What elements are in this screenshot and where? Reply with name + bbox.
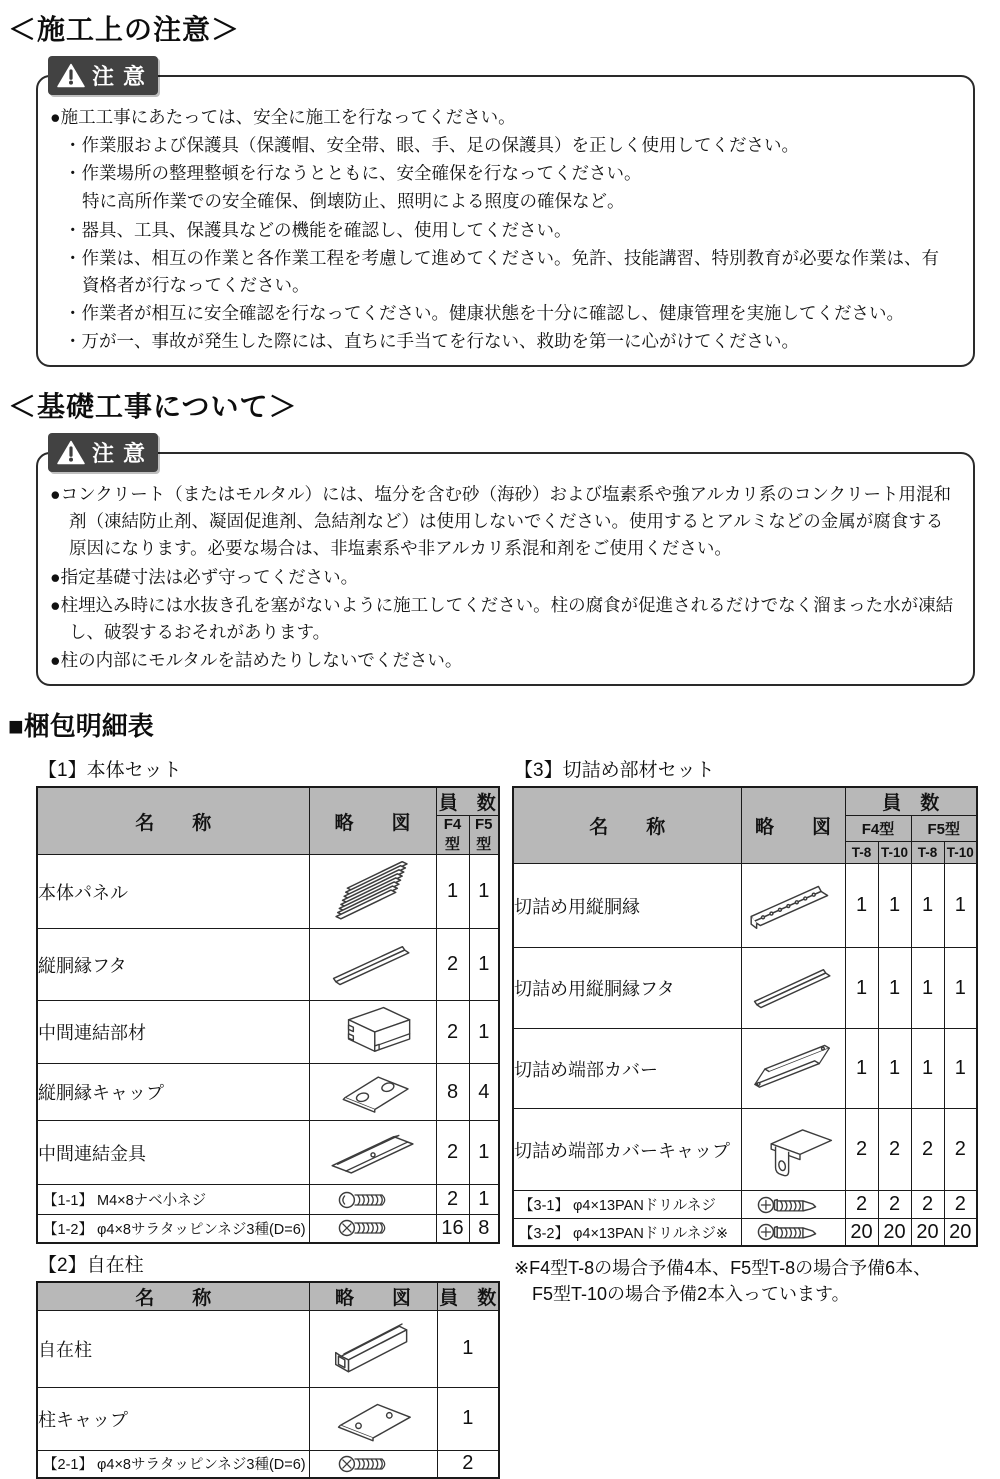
qty-value: 1: [944, 948, 977, 1029]
notice-item: ・器具、工具、保護具などの機能を確認し、使用してください。: [64, 217, 955, 244]
col-header-qty: 員 数: [437, 1282, 499, 1311]
qty-value: 1: [437, 1310, 499, 1387]
qty-value: 1: [436, 855, 469, 929]
col-header-sketch: 略 図: [309, 787, 436, 855]
qty-value: 2: [436, 1001, 469, 1064]
part-name: 中間連結部材: [37, 1001, 309, 1064]
flat-screw-icon: [309, 1450, 437, 1478]
col-header-f4: F4型: [845, 816, 911, 842]
caution-box-foundation: [36, 452, 975, 686]
qty-value: 2: [911, 1191, 944, 1219]
notice-item: ・万が一、事故が発生した際には、直ちに手当てを行ない、救助を第一に心がけてください。: [64, 328, 955, 355]
notice-item: ・作業場所の整理整頓を行なうとともに、安全確保を行なってください。: [64, 160, 955, 187]
qty-value: 2: [436, 1121, 469, 1185]
qty-value: 2: [911, 1109, 944, 1191]
notice-item: ・作業服および保護具（保護帽、安全帯、眼、手、足の保護具）を正しく使用してください。: [64, 132, 955, 159]
col-header-f5: F5型: [469, 816, 499, 855]
caution-box-construction: [36, 75, 975, 367]
part-name: 切詰め用縦胴縁: [513, 864, 741, 948]
qty-value: 2: [437, 1450, 499, 1478]
table-body-set: [36, 786, 500, 1244]
qty-value: 20: [878, 1219, 911, 1247]
post-cap-icon: [309, 1387, 437, 1450]
joint-plate-icon: [309, 1121, 436, 1185]
table-row: [37, 1185, 499, 1215]
col-header-t10: T-10: [944, 842, 977, 864]
qty-value: 8: [469, 1215, 499, 1243]
table-row: [513, 1029, 977, 1109]
table-row: [513, 948, 977, 1029]
qty-value: 1: [878, 948, 911, 1029]
part-name: 【3-1】 φ4×13PANドリルネジ: [513, 1191, 741, 1219]
part-name: 切詰め端部カバーキャップ: [513, 1109, 741, 1191]
qty-value: 2: [845, 1191, 878, 1219]
qty-value: 1: [469, 855, 499, 929]
flat-bar-icon: [741, 948, 845, 1029]
flat-bar-icon: [309, 929, 436, 1001]
part-name: 柱キャップ: [37, 1387, 309, 1450]
col-header-qty: 員 数: [436, 787, 499, 816]
warning-triangle-icon: [57, 440, 85, 465]
drill-screw-icon: [741, 1219, 845, 1247]
notice-item: ●施工工事にあたっては、安全に施工を行なってください。: [50, 104, 955, 131]
part-name: 縦胴縁フタ: [37, 929, 309, 1001]
qty-value: 8: [436, 1064, 469, 1121]
part-name: 自在柱: [37, 1310, 309, 1387]
col-header-name: 名 称: [37, 1282, 309, 1311]
table-free-post: [36, 1281, 500, 1479]
qty-value: 2: [878, 1109, 911, 1191]
table-row: [37, 1215, 499, 1243]
qty-value: 1: [911, 864, 944, 948]
qty-value: 20: [911, 1219, 944, 1247]
part-name: 【1-2】 φ4×8サラタッピンネジ3種(D=6): [37, 1215, 309, 1243]
footnote: [514, 1255, 978, 1307]
col-header-t8: T-8: [845, 842, 878, 864]
qty-value: 16: [436, 1215, 469, 1243]
col-header-f5: F5型: [911, 816, 977, 842]
part-name: 中間連結金具: [37, 1121, 309, 1185]
notice-item: ●コンクリート（またはモルタル）には、塩分を含む砂（海砂）および塩素系や強アルカリ系のコンクリート用混和剤（凍結防止剤、凝固促進剤、急結剤など）は使用しないでください。使用するとアルミなどの金属が腐食する原因になります。必要な場合は、非塩素系や非アルカリ系混和剤をご使用ください。: [50, 481, 955, 562]
manual-page: [0, 8, 1000, 1360]
drill-screw-icon: [741, 1191, 845, 1219]
channel-icon: [309, 1001, 436, 1064]
notice-item: 特に高所作業での安全確保、倒壊防止、照明による照度の確保など。: [82, 188, 955, 215]
qty-value: 1: [878, 864, 911, 948]
col-header-qty: 員 数: [845, 787, 977, 816]
table-row: [513, 1191, 977, 1219]
left-table-column: [36, 753, 498, 1479]
part-name: 【1-1】 M4×8ナベ小ネジ: [37, 1185, 309, 1215]
part-name: 縦胴縁キャップ: [37, 1064, 309, 1121]
footnote-line-2: F5型T-10の場合予備2本入っています。: [532, 1281, 978, 1307]
table1-caption: 【1】本体セット: [38, 755, 498, 782]
notice-item: ・作業者が相互に安全確認を行なってください。健康状態を十分に確認し、健康管理を実施してください。: [64, 300, 955, 327]
cover-cap-icon: [741, 1109, 845, 1191]
warning-triangle-icon: [57, 63, 85, 88]
qty-value: 1: [469, 1001, 499, 1064]
part-name: 【3-2】 φ4×13PANドリルネジ※: [513, 1219, 741, 1247]
table-row: [37, 1310, 499, 1387]
qty-value: 1: [469, 1121, 499, 1185]
qty-value: 1: [845, 1029, 878, 1109]
qty-value: 1: [437, 1387, 499, 1450]
table-row: [37, 1121, 499, 1185]
table-row: [37, 1001, 499, 1064]
cap-plate-icon: [309, 1064, 436, 1121]
section2-title: ＜基礎工事について＞: [8, 385, 1000, 425]
qty-value: 2: [845, 1109, 878, 1191]
col-header-f4: F4型: [436, 816, 469, 855]
col-header-t8: T-8: [911, 842, 944, 864]
footnote-line-1: ※F4型T-8の場合予備4本、F5型T-8の場合予備6本、: [514, 1255, 978, 1281]
notice-list-foundation: [50, 481, 955, 674]
angle-cover-icon: [741, 1029, 845, 1109]
notice-item: ●柱埋込み時には水抜き孔を塞がないように施工してください。柱の腐食が促進されるだけでなく溜まった水が凍結し、破裂するおそれがあります。: [50, 592, 955, 646]
col-header-sketch: 略 図: [741, 787, 845, 864]
part-name: 【2-1】 φ4×8サラタッピンネジ3種(D=6): [37, 1450, 309, 1478]
qty-value: 2: [436, 929, 469, 1001]
qty-value: 2: [878, 1191, 911, 1219]
bar-holes-icon: [741, 864, 845, 948]
notice-list-construction: [50, 104, 955, 355]
pan-screw-icon: [309, 1185, 436, 1215]
qty-value: 1: [469, 929, 499, 1001]
qty-value: 4: [469, 1064, 499, 1121]
packing-tables: [36, 753, 990, 1479]
qty-value: 20: [944, 1219, 977, 1247]
table3-caption: 【3】切詰め部材セット: [514, 755, 978, 782]
qty-value: 2: [944, 1109, 977, 1191]
flat-screw-icon: [309, 1215, 436, 1243]
qty-value: 1: [944, 1029, 977, 1109]
qty-value: 2: [436, 1185, 469, 1215]
col-header-name: 名 称: [513, 787, 741, 864]
post-icon: [309, 1310, 437, 1387]
panel-stack-icon: [309, 855, 436, 929]
packing-list-title: ■梱包明細表: [8, 706, 1000, 743]
table-row: [37, 1064, 499, 1121]
caution-label-text: 注意: [92, 437, 154, 468]
col-header-sketch: 略 図: [309, 1282, 437, 1311]
caution-label: [48, 433, 158, 472]
table-row: [513, 1109, 977, 1191]
table-cut-parts-set: [512, 786, 978, 1247]
table-row: [513, 1219, 977, 1247]
notice-item: ●柱の内部にモルタルを詰めたりしないでください。: [50, 647, 955, 674]
right-table-column: [512, 753, 978, 1307]
section1-title: ＜施工上の注意＞: [8, 8, 1000, 48]
qty-value: 1: [845, 948, 878, 1029]
table-row: [37, 929, 499, 1001]
qty-value: 2: [944, 1191, 977, 1219]
part-name: 本体パネル: [37, 855, 309, 929]
caution-label-text: 注意: [92, 60, 154, 91]
caution-label: [48, 56, 158, 95]
table2-caption: 【2】自在柱: [38, 1250, 498, 1277]
col-header-name: 名 称: [37, 787, 309, 855]
qty-value: 1: [911, 1029, 944, 1109]
part-name: 切詰め用縦胴縁フタ: [513, 948, 741, 1029]
table-row: [37, 1450, 499, 1478]
notice-item: ●指定基礎寸法は必ず守ってください。: [50, 564, 955, 591]
col-header-t10: T-10: [878, 842, 911, 864]
table-row: [37, 1387, 499, 1450]
table-row: [37, 855, 499, 929]
table-row: [513, 864, 977, 948]
qty-value: 1: [878, 1029, 911, 1109]
notice-item: ・作業は、相互の作業と各作業工程を考慮して進めてください。免許、技能講習、特別教育が必要な作業は、有資格者が行なってください。: [64, 245, 955, 299]
qty-value: 20: [845, 1219, 878, 1247]
qty-value: 1: [911, 948, 944, 1029]
part-name: 切詰め端部カバー: [513, 1029, 741, 1109]
qty-value: 1: [469, 1185, 499, 1215]
qty-value: 1: [845, 864, 878, 948]
qty-value: 1: [944, 864, 977, 948]
